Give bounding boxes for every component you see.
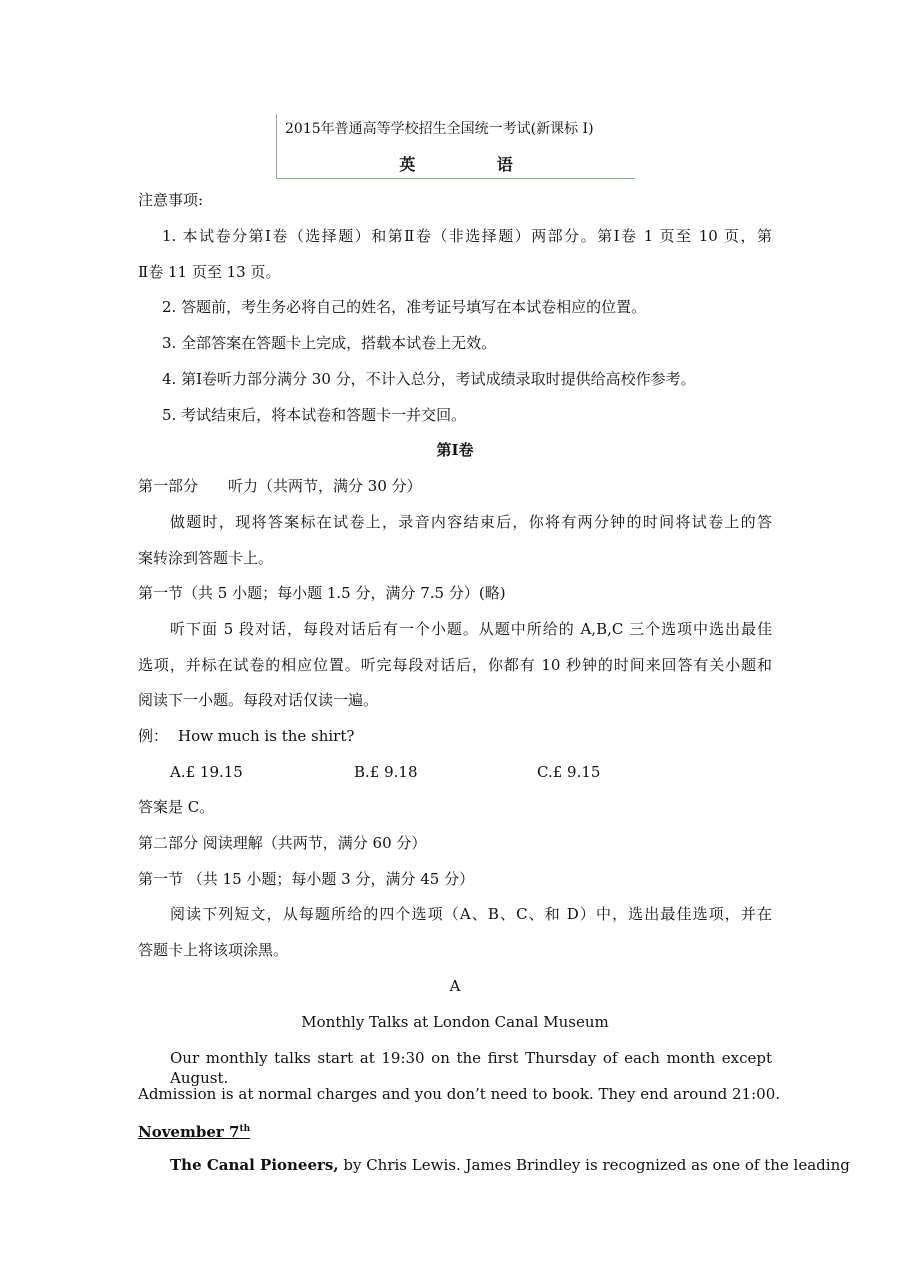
passage-intro-line-1: Our monthly talks start at 19:30 on the first Thursday of each month except August. xyxy=(170,1049,772,1087)
talk-text: by Chris Lewis. James Brindley is recognized as one of the leading xyxy=(338,1156,850,1174)
passage-letter: A xyxy=(449,977,461,995)
notice-item-5: 5. 考试结束后，将本试卷和答题卡一并交回。 xyxy=(162,406,467,424)
part1-heading: 第一部分 听力（共两节，满分 30 分） xyxy=(138,477,422,495)
notice-item-1-line-2: Ⅱ卷 11 页至 13 页。 xyxy=(138,263,281,281)
part2-instruction-line-2: 答题卡上将该项涂黑。 xyxy=(138,941,289,959)
subject-title: 英 语 xyxy=(399,155,551,174)
passage-title: Monthly Talks at London Canal Museum xyxy=(301,1013,609,1031)
notice-item-2: 2. 答题前，考生务必将自己的姓名，准考证号填写在本试卷相应的位置。 xyxy=(162,298,647,316)
part2-section1-heading: 第一节 （共 15 小题；每小题 3 分，满分 45 分） xyxy=(138,870,475,888)
talk-date-text: November 7 xyxy=(138,1123,240,1141)
example-answer: 答案是 C。 xyxy=(138,798,215,816)
talk-title: The Canal Pioneers, xyxy=(170,1156,339,1174)
exam-title: 2015年普通高等学校招生全国统一考试(新课标 I) xyxy=(285,121,594,137)
part1-instruction-line-1: 做题时，现将答案标在试卷上，录音内容结束后，你将有两分钟的时间将试卷上的答 xyxy=(170,513,772,531)
notice-item-4: 4. 第Ⅰ卷听力部分满分 30 分，不计入总分，考试成绩录取时提供给高校作参考。 xyxy=(162,370,696,388)
example-option-b: B.£ 9.18 xyxy=(354,763,418,781)
example-option-a: A.£ 19.15 xyxy=(170,763,243,781)
exam-header xyxy=(276,114,635,179)
talk-date-suffix: th xyxy=(239,1124,251,1134)
talk-description xyxy=(170,1155,850,1175)
part2-instruction-line-1: 阅读下列短文，从每题所给的四个选项（A、B、C、和 D）中，选出最佳选项，并在 xyxy=(170,905,772,923)
passage-intro-line-2: Admission is at normal charges and you don’t need to book. They end around 21:00. xyxy=(138,1085,781,1103)
part1-instruction-line-2: 案转涂到答题卡上。 xyxy=(138,549,274,567)
volume-title: 第Ⅰ卷 xyxy=(436,441,474,459)
part2-heading: 第二部分 阅读理解（共两节，满分 60 分） xyxy=(138,834,427,852)
example-question: How much is the shirt? xyxy=(178,727,355,745)
notice-item-1-line-1: 1. 本试卷分第Ⅰ卷（选择题）和第Ⅱ卷（非选择题）两部分。第Ⅰ卷 1 页至 10 页，第 xyxy=(162,227,772,245)
example-label: 例： xyxy=(138,727,169,745)
section1-instruction-line-2: 选项，并标在试卷的相应位置。听完每段对话后，你都有 10 秒钟的时间来回答有关小题和 xyxy=(138,656,772,674)
section1-instruction-line-3: 阅读下一小题。每段对话仅读一遍。 xyxy=(138,691,379,709)
notice-item-3: 3. 全部答案在答题卡上完成，搭载本试卷上无效。 xyxy=(162,334,497,352)
notice-title: 注意事项: xyxy=(138,191,204,209)
section1-instruction-line-1: 听下面 5 段对话，每段对话后有一个小题。从题中所给的 A,B,C 三个选项中选出最佳 xyxy=(170,620,772,638)
example-option-c: C.£ 9.15 xyxy=(537,763,601,781)
talk-date xyxy=(138,1119,250,1142)
section1-heading: 第一节（共 5 小题；每小题 1.5 分，满分 7.5 分）(略) xyxy=(138,584,506,602)
